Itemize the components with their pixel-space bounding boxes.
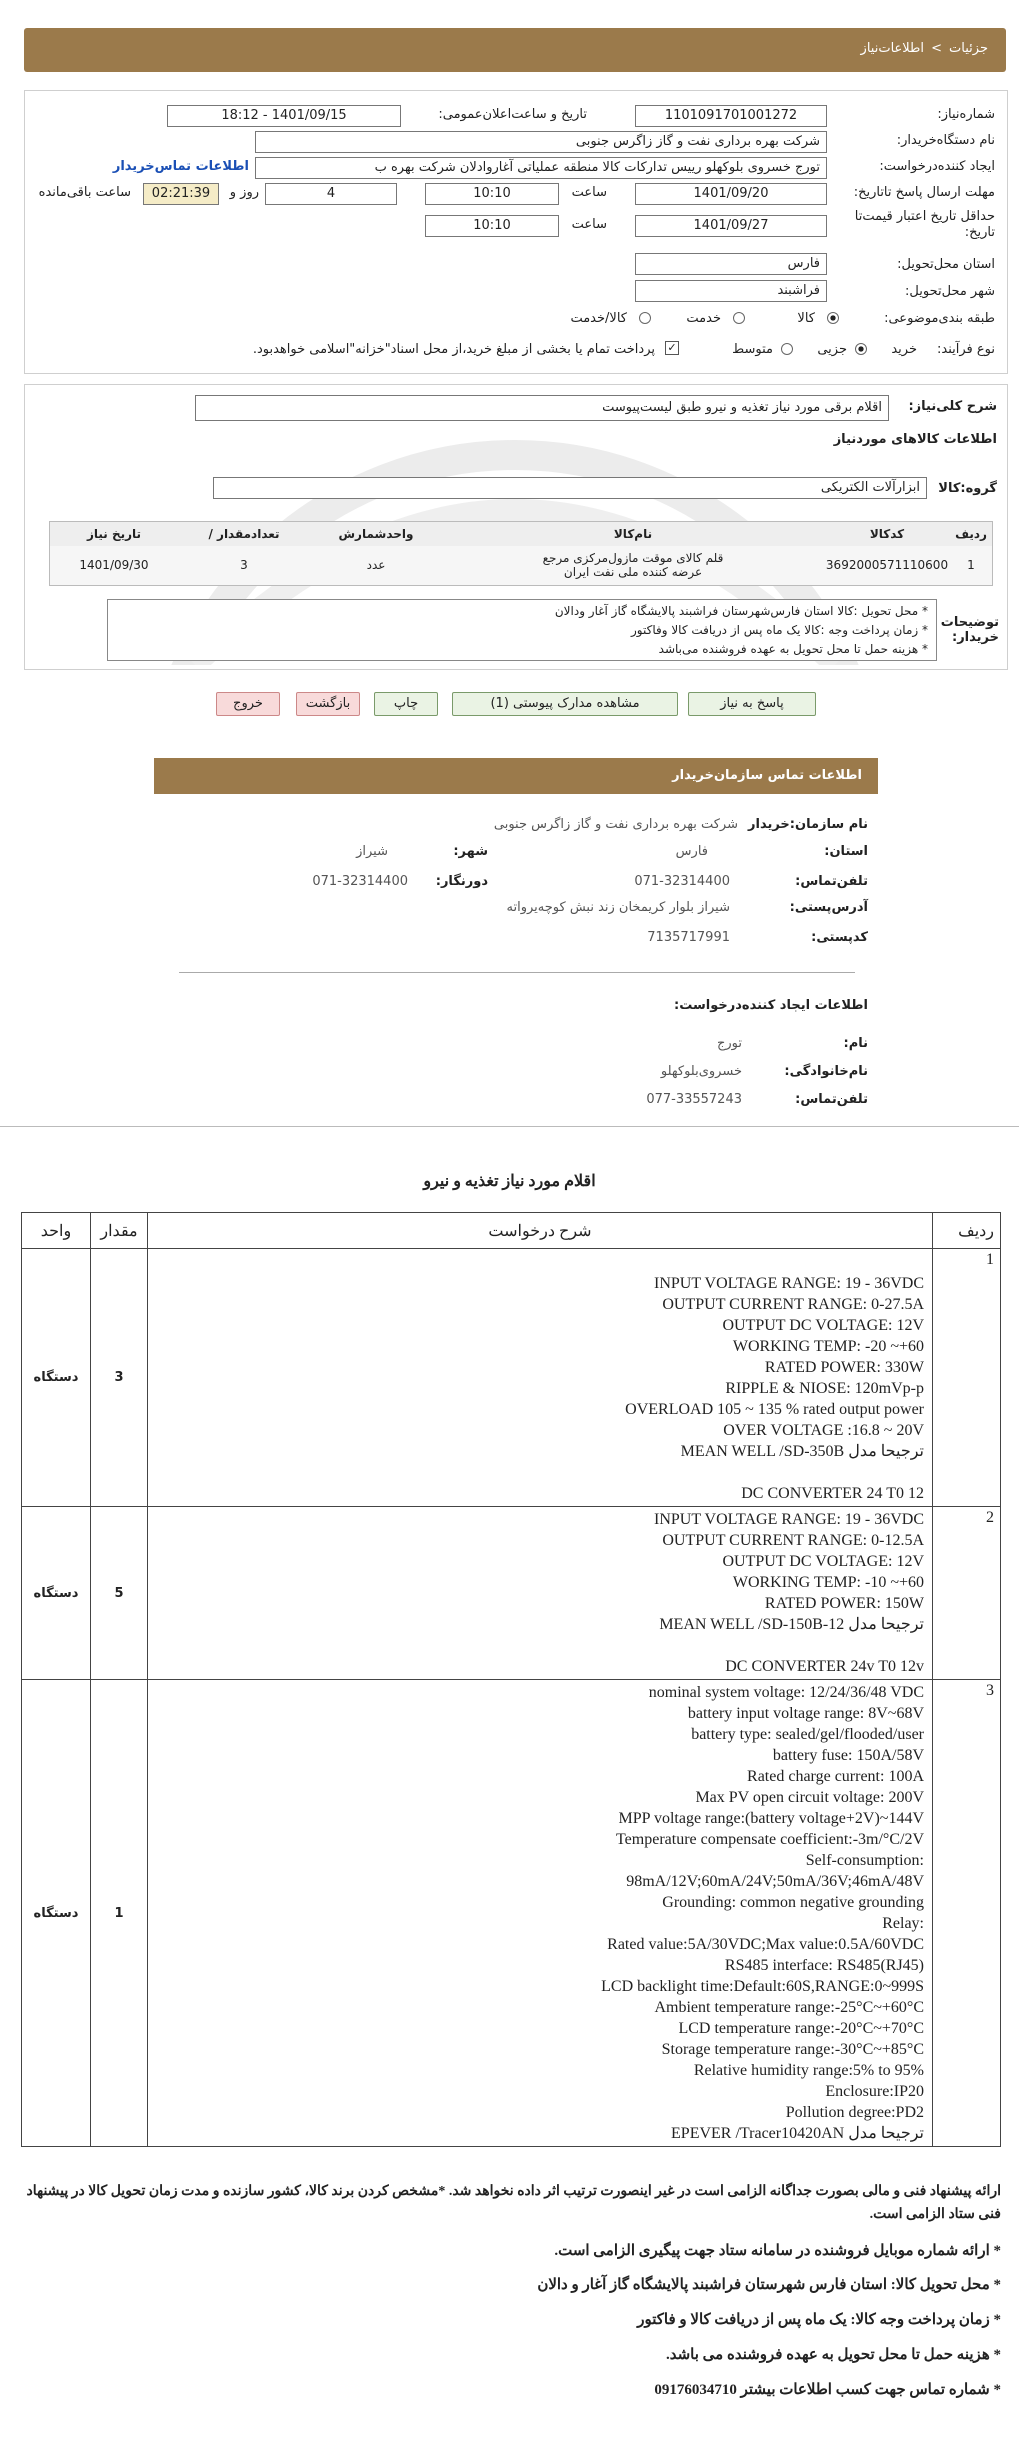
page-header (24, 28, 1006, 72)
spec-line: INPUT VOLTAGE RANGE: 19 - 36VDC (654, 1275, 924, 1292)
footer-note-1: ارائه پیشنهاد فنی و مالی بصورت جداگانه الزامی است در غیر اینصورت ترتیب اثر داده نخواهد شد. *مشخص کردن برند کالا، کشور سازنده و مدت زمان تحویل کالا در پیشنهاد (26, 2184, 1001, 2199)
spec-line: battery type: sealed/gel/flooded/user (691, 1726, 924, 1743)
request-table (21, 1212, 1001, 2147)
validity-label: حداقل تاریخ اعتبار قیمت‌تا تاریخ: (854, 209, 995, 240)
validity-date-field: 1401/09/27 (635, 215, 827, 237)
req-row-2-qty: 5 (91, 1507, 148, 1680)
spec-line: OVER VOLTAGE :16.8 ~ 20V (723, 1422, 924, 1439)
need-desc-field: اقلام برقی مورد نیاز تغذیه و نیرو طبق لیست‌پیوست (195, 395, 889, 421)
validity-time-field: 10:10 (425, 215, 559, 237)
req-row-1-no: 1 (933, 1249, 1001, 1507)
req-th-row: ردیف (933, 1213, 1001, 1249)
req-row-3-no: 3 (933, 1680, 1001, 2147)
deadline-time-field: 10:10 (425, 183, 559, 205)
creator-section-title: اطلاعات ایجاد کننده‌درخواست: (674, 998, 868, 1013)
attachment-title: اقلام مورد نیاز تغذیه و نیرو (423, 1173, 596, 1190)
spec-line: RIPPLE & NIOSE: 120mVp-p (725, 1380, 924, 1397)
buyer-label: نام دستگاه‌خریدار: (896, 133, 995, 148)
footer-note-4: * زمان پرداخت وجه کالا: یک ماه پس از دریافت کالا و فاکتور (637, 2312, 1001, 2328)
spec-line: MEAN WELL /SD-350B ترجیحا مدل (680, 1443, 924, 1460)
spec-line: Pollution degree:PD2 (785, 2104, 924, 2121)
spec-line: Temperature compensate coefficient:-3m/°C/2V (616, 1831, 924, 1848)
contact-address: شیراز بلوار کریمخان زند نبش کوچه‌یرواته (506, 900, 730, 915)
announce-label: تاریخ و ساعت‌اعلان‌عمومی: (438, 107, 587, 122)
breadcrumb-separator: > (931, 41, 942, 56)
spec-line: 98mA/12V;60mA/24V;50mA/36V;46mA/48V (626, 1873, 924, 1890)
goods-row-unit: عدد (366, 558, 386, 573)
group-label: گروه:کالا (938, 481, 997, 496)
buyer-note-3: * هزینه حمل تا محل تحویل به عهده فروشنده می‌باشد (658, 642, 928, 656)
process-medium-radio[interactable] (781, 343, 793, 355)
process-medium-label: متوسط (732, 342, 773, 357)
goods-info-title: اطلاعات کالاهای مورد‌نیاز (833, 432, 997, 447)
deadline-date-field: 1401/09/20 (635, 183, 827, 205)
exit-button[interactable]: خروج (216, 692, 280, 716)
contact-body (154, 800, 878, 1130)
goods-th-qty: تعداد‌مقدار / (208, 526, 280, 541)
process-partial-radio[interactable] (855, 343, 867, 355)
creator-field: تورج خسروی بلوکهلو رییس تدارکات کالا منطقه عملیاتی آغاروادلان شرکت بهره ب (255, 157, 827, 179)
category-goods-service-radio[interactable] (639, 312, 651, 324)
footer-note-5: * هزینه حمل تا محل تحویل به عهده فروشنده می باشد. (665, 2347, 1001, 2363)
buyer-field: شرکت بهره برداری نفت و گاز زاگرس جنوبی (255, 131, 827, 153)
spec-line: INPUT VOLTAGE RANGE: 19 - 36VDC (654, 1511, 924, 1528)
city-label: شهر محل‌تحویل: (905, 284, 995, 299)
contact-postal-label: کدپستی: (811, 930, 868, 945)
need-info-panel (24, 90, 1008, 374)
category-goods-radio[interactable] (827, 312, 839, 324)
category-goods-service-label: کالا/خدمت (570, 311, 627, 326)
req-row-3-desc (148, 1680, 933, 2147)
spec-line: OVERLOAD 105 ~ 135 % rated output power (625, 1401, 924, 1418)
creator-family-label: نام‌خانوادگی: (784, 1064, 868, 1079)
spec-line: battery input voltage range: 8V~68V (687, 1705, 924, 1722)
req-row-2-desc (148, 1507, 933, 1680)
spec-line: RS485 interface: RS485(RJ45) (724, 1957, 924, 1974)
category-service-radio[interactable] (733, 312, 745, 324)
creator-phone: 077-33557243 (646, 1092, 742, 1107)
goods-table-row (50, 546, 993, 586)
request-row-3 (22, 1680, 1001, 2147)
spec-line: battery fuse: 150A/58V (772, 1747, 924, 1764)
contact-phone-label: تلفن‌تماس: (795, 874, 868, 889)
spec-line: Ambient temperature range:-25°C~+60°C (654, 1999, 924, 2016)
spec-line: Rated charge current: 100A (747, 1768, 924, 1785)
req-th-qty: مقدار (91, 1213, 148, 1249)
process-buy-label: خرید (891, 342, 917, 357)
creator-family: خسروی‌بلوکهلو (660, 1064, 742, 1079)
creator-name: تورج (716, 1036, 742, 1051)
req-row-1-unit: دستگاه (22, 1249, 91, 1507)
attachments-button[interactable]: مشاهده مدارک پیوستی (1) (452, 692, 678, 716)
goods-row-name-1: قلم کالای موقت مازول‌مرکزی مرجع (542, 551, 724, 566)
spec-line: Max PV open circuit voltage: 200V (695, 1789, 924, 1806)
spec-line: Relay: (882, 1915, 924, 1932)
need-no-field: 1101091701001272 (635, 105, 827, 127)
spec-line: RATED POWER: 330W (764, 1359, 924, 1376)
spec-line: MPP voltage range:(battery voltage+2V)~144V (618, 1810, 924, 1827)
need-desc-label: شرح کلی‌نیاز: (908, 399, 997, 414)
goods-row-date: 1401/09/30 (79, 558, 149, 573)
goods-table (49, 521, 993, 586)
remaining-label: ساعت باقی‌مانده (38, 185, 131, 200)
buyer-note-2: * زمان پرداخت وجه :کالا یک ماه پس از دریافت کالا وفاکتور (631, 623, 928, 637)
page-separator (0, 1126, 1019, 1127)
buyer-notes-label: توضیحات خریدار: (940, 615, 999, 645)
spec-line: nominal system voltage: 12/24/36/48 VDC (648, 1684, 924, 1701)
contact-divider (179, 972, 855, 973)
spec-line: OUTPUT CURRENT RANGE: 0-12.5A (662, 1532, 924, 1549)
spec-line: LCD temperature range:-20°C~+70°C (678, 2020, 924, 2037)
goods-row-qty: 3 (240, 558, 248, 573)
footer-note-1b: فنی ستاد الزامی است. (869, 2207, 1001, 2222)
spec-line: Relative humidity range:5% to 95% (693, 2062, 924, 2079)
req-row-3-unit: دستگاه (22, 1680, 91, 2147)
spec-line: WORKING TEMP: -20 ~+60 (732, 1338, 924, 1355)
goods-th-date: تاریخ نیاز (86, 526, 142, 541)
spec-line: RATED POWER: 150W (764, 1595, 924, 1612)
contact-city-label: شهر: (453, 844, 488, 859)
contact-address-label: آدرس‌پستی: (789, 900, 868, 915)
reply-button[interactable]: پاسخ به نیاز (688, 692, 816, 716)
req-row-3-qty: 1 (91, 1680, 148, 2147)
contact-org: شرکت بهره برداری نفت و گاز زاگرس جنوبی (493, 817, 738, 832)
contact-phone: 071-32314400 (634, 874, 730, 889)
back-button[interactable]: بازگشت (296, 692, 360, 716)
spec-line: OUTPUT CURRENT RANGE: 0-27.5A (662, 1296, 924, 1313)
creator-label: ایجاد کننده‌درخواست: (879, 159, 995, 174)
spec-line-blank (156, 1635, 924, 1656)
contact-province: فارس (675, 844, 708, 859)
validity-time-label: ساعت (571, 217, 607, 232)
print-button[interactable]: چاپ (374, 692, 438, 716)
remaining-time-field: 02:21:39 (143, 183, 219, 205)
goods-row-code: 3692000571110600 (825, 558, 949, 573)
req-th-unit: واحد (22, 1213, 91, 1249)
need-no-label: شماره‌نیاز: (937, 107, 995, 122)
contact-city: شیراز (356, 844, 388, 859)
creator-name-label: نام: (843, 1036, 868, 1051)
contact-fax: 071-32314400 (312, 874, 408, 889)
request-table-header (22, 1213, 1001, 1249)
payment-checkbox[interactable]: ✓ (665, 341, 679, 355)
goods-row-name (442, 546, 824, 586)
category-label: طبقه بندی‌موضوعی: (884, 311, 995, 326)
spec-line: WORKING TEMP: -10 ~+60 (732, 1574, 924, 1591)
spec-line: OUTPUT DC VOLTAGE: 12V (722, 1317, 924, 1334)
days-label: روز و (229, 185, 259, 200)
spec-line: Grounding: common negative grounding (662, 1894, 924, 1911)
spec-line: Enclosure:IP20 (825, 2083, 924, 2100)
spec-line: LCD backlight time:Default:60S,RANGE:0~999S (601, 1978, 924, 1995)
goods-table-header (50, 522, 993, 546)
creator-phone-label: تلفن‌تماس: (795, 1092, 868, 1107)
spec-line: DC CONVERTER 24 T0 12 (741, 1485, 924, 1502)
deadline-time-label: ساعت (571, 185, 607, 200)
spec-line: Rated value:5A/30VDC;Max value:0.5A/60VDC (607, 1936, 924, 1953)
goods-th-unit: واحد‌شمارش (338, 526, 414, 541)
spec-line-blank (156, 1462, 924, 1483)
announce-field: 1401/09/15 - 18:12 (167, 105, 401, 127)
req-row-1-desc (148, 1249, 933, 1507)
group-field: ابزارآلات الکتریکی (213, 477, 927, 499)
spec-line: MEAN WELL /SD-150B-12 ترجیحا مدل (659, 1616, 924, 1633)
province-label: استان محل‌تحویل: (897, 257, 995, 272)
category-goods-label: کالا (797, 311, 815, 326)
process-label: نوع فرآیند: (937, 342, 995, 357)
spec-line: DC CONVERTER 24v T0 12v (725, 1658, 924, 1675)
spec-line: EPEVER /Tracer10420AN ترجیحا مدل (671, 2125, 924, 2142)
province-field: فارس (635, 253, 827, 275)
category-service-label: خدمت (686, 311, 721, 326)
goods-th-name: نام‌کالا (613, 526, 653, 541)
request-row-2 (22, 1507, 1001, 1680)
footer-note-2: * ارائه شماره موبایل فروشنده در سامانه ستاد جهت پیگیری الزامی است. (554, 2243, 1001, 2259)
req-th-desc: شرح درخواست (148, 1213, 933, 1249)
deadline-label: مهلت ارسال پاسخ تا‌تاریخ: (853, 185, 995, 200)
buyer-contact-link[interactable]: اطلاعات تماس‌خریدار (112, 159, 249, 174)
goods-panel (24, 384, 1008, 670)
req-row-2-unit: دستگاه (22, 1507, 91, 1680)
spec-line: OUTPUT DC VOLTAGE: 12V (722, 1553, 924, 1570)
buyer-note-1: * محل تحویل :کالا استان فارس‌شهرستان فراشبند پالایشگاه گاز آغار ودالان (554, 604, 928, 618)
breadcrumb-details[interactable]: جزئیات (949, 41, 988, 56)
goods-row-name-2: عرضه کننده ملی نفت ایران (563, 565, 703, 580)
spec-line: Storage temperature range:-30°C~+85°C (661, 2041, 924, 2058)
process-partial-label: جزیی (817, 342, 847, 357)
buyer-notes-box (107, 599, 937, 661)
req-row-2-no: 2 (933, 1507, 1001, 1680)
days-field: 4 (265, 183, 397, 205)
contact-fax-label: دورنگار: (435, 874, 488, 889)
contact-title: اطلاعات تماس سازمان‌خریدار (672, 768, 862, 783)
footer-note-6: * شماره تماس جهت کسب اطلاعات بیشتر 09176034710 (654, 2382, 1001, 2398)
city-field: فراشبند (635, 280, 827, 302)
contact-province-label: استان: (824, 844, 868, 859)
spec-line: Self-consumption: (805, 1852, 924, 1869)
request-row-1 (22, 1249, 1001, 1507)
contact-title-bar (154, 758, 878, 794)
footer-note-3: * محل تحویل کالا: استان فارس شهرستان فراشبند پالایشگاه گاز آغار و دالان (537, 2277, 1001, 2293)
goods-th-code: کدکالا (869, 526, 905, 541)
goods-row-no: 1 (967, 558, 975, 573)
contact-postal: 7135717991 (647, 930, 730, 945)
req-row-1-qty: 3 (91, 1249, 148, 1507)
goods-th-row: ردیف (955, 526, 987, 541)
payment-note: پرداخت تمام یا بخشی از مبلغ خرید،از محل اسناد"خزانه"اسلامی خواهد‌بود. (252, 342, 655, 357)
breadcrumb-info[interactable]: اطلاعات‌نیاز (860, 41, 924, 56)
contact-org-label: نام سازمان:خریدار (748, 817, 868, 832)
